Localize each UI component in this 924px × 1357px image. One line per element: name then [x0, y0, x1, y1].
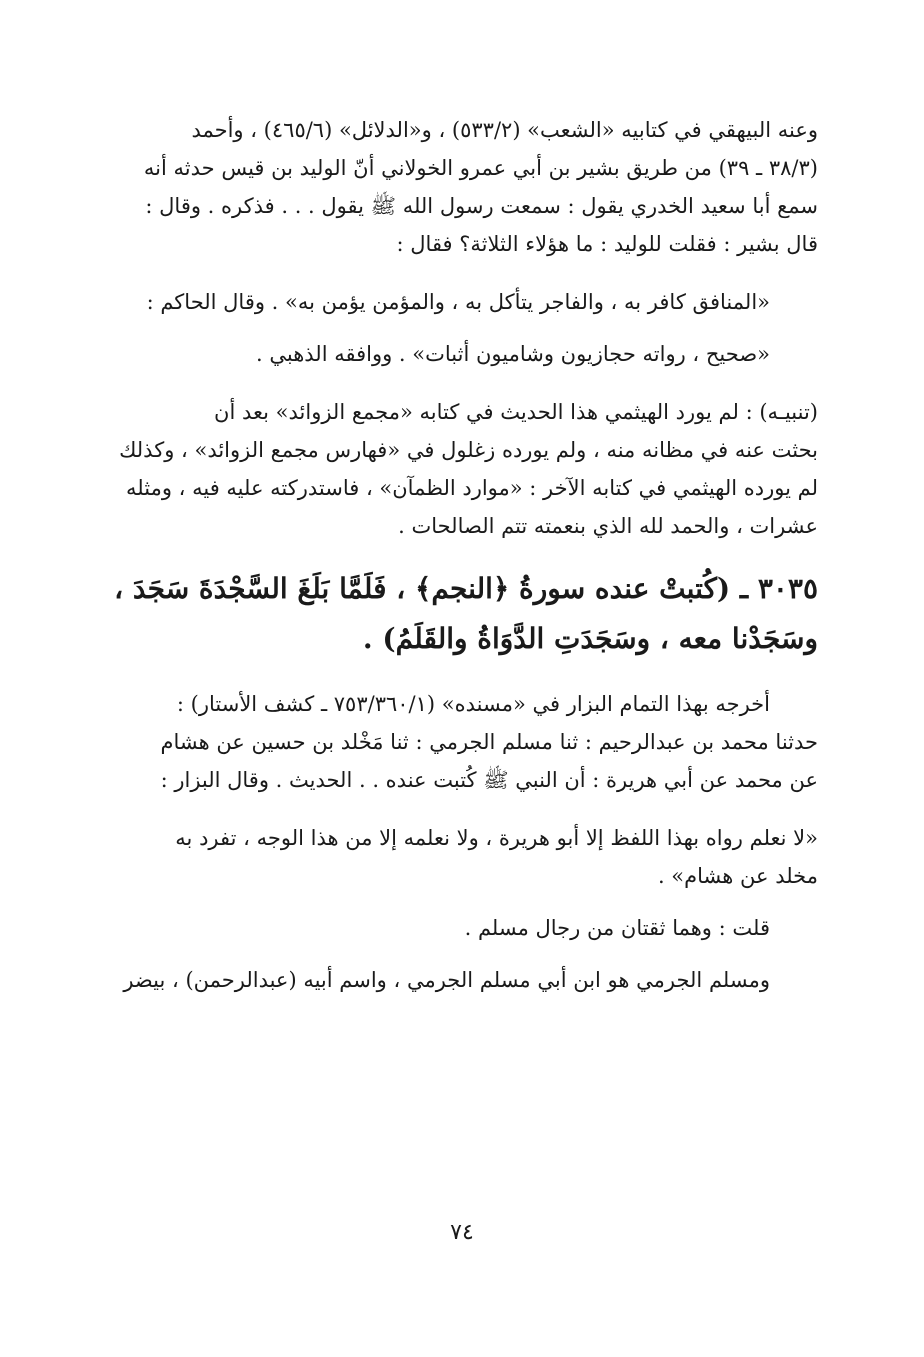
- text-line: (٣٨/٣ ـ ٣٩) من طريق بشير بن أبي عمرو الخولاني أنّ الوليد بن قيس حدثه أنه: [143, 156, 818, 180]
- quote-munafiq: «المنافق كافر به ، والفاجر يتأكل به ، والمؤمن يؤمن به» . وقال الحاكم :: [146, 290, 770, 314]
- text-line: عن محمد عن أبي هريرة : أن النبي ﷺ كُتبت عنده . . الحديث . وقال البزار :: [160, 768, 818, 792]
- text-line: بحثت عنه في مظانه منه ، ولم يورده زغلول في «فهارس مجمع الزوائد» ، وكذلك: [119, 438, 818, 462]
- paragraph-qultu: قلت : وهما ثقتان من رجال مسلم .: [464, 916, 770, 940]
- quote-bazzar: [78, 820, 818, 896]
- page-body: [78, 112, 818, 1000]
- text-line: مخلد عن هشام» .: [657, 864, 818, 888]
- page-number: ٧٤: [450, 1220, 474, 1245]
- text-line: قال بشير : فقلت للوليد : ما هؤلاء الثلاثة؟ فقال :: [396, 232, 818, 256]
- text-line: عشرات ، والحمد لله الذي بنعمته تتم الصالحات .: [398, 514, 818, 538]
- hadith-line: وسَجَدْنا معه ، وسَجَدَتِ الدَّوَاةُ والقَلَمُ) .: [362, 622, 818, 655]
- quote-sahih: «صحيح ، رواته حجازيون وشاميون أثبات» . ووافقه الذهبي .: [256, 342, 770, 366]
- hadith-heading: [78, 566, 818, 666]
- text-line: وعنه البيهقي في كتابيه «الشعب» (٥٣٣/٢) ، و«الدلائل» (٤٦٥/٦) ، وأحمد: [191, 118, 818, 142]
- text-line: «لا نعلم رواه بهذا اللفظ إلا أبو هريرة ، ولا نعلمه إلا من هذا الوجه ، تفرد به: [175, 826, 818, 850]
- paragraph-muslim-jarmi: ومسلم الجرمي هو ابن أبي مسلم الجرمي ، واسم أبيه (عبدالرحمن) ، بيضر: [123, 968, 770, 992]
- paragraph-bayhaqi: [78, 112, 818, 264]
- text-line: لم يورده الهيثمي في كتابه الآخر : «موارد الظمآن» ، فاستدركته عليه فيه ، ومثله: [126, 476, 818, 500]
- hadith-line: ٣٠٣٥ ـ (كُتبتْ عنده سورةُ ﴿النجم﴾ ، فَلَمَّا بَلَغَ السَّجْدَةَ سَجَدَ ،: [114, 572, 818, 605]
- text-line: حدثنا محمد بن عبدالرحيم : ثنا مسلم الجرمي : ثنا مَخْلد بن حسين عن هشام: [160, 730, 818, 754]
- paragraph-takhrij: [78, 686, 818, 800]
- paragraph-tanbih: [78, 394, 818, 546]
- text-line: سمع أبا سعيد الخدري يقول : سمعت رسول الله ﷺ يقول . . . فذكره . وقال :: [145, 194, 818, 218]
- text-line: أخرجه بهذا التمام البزار في «مسنده» (٧٥٣/٣٦٠/١ ـ كشف الأستار) :: [176, 692, 770, 716]
- text-line: (تنبيـه) : لم يورد الهيثمي هذا الحديث في كتابه «مجمع الزوائد» بعد أن: [214, 400, 818, 424]
